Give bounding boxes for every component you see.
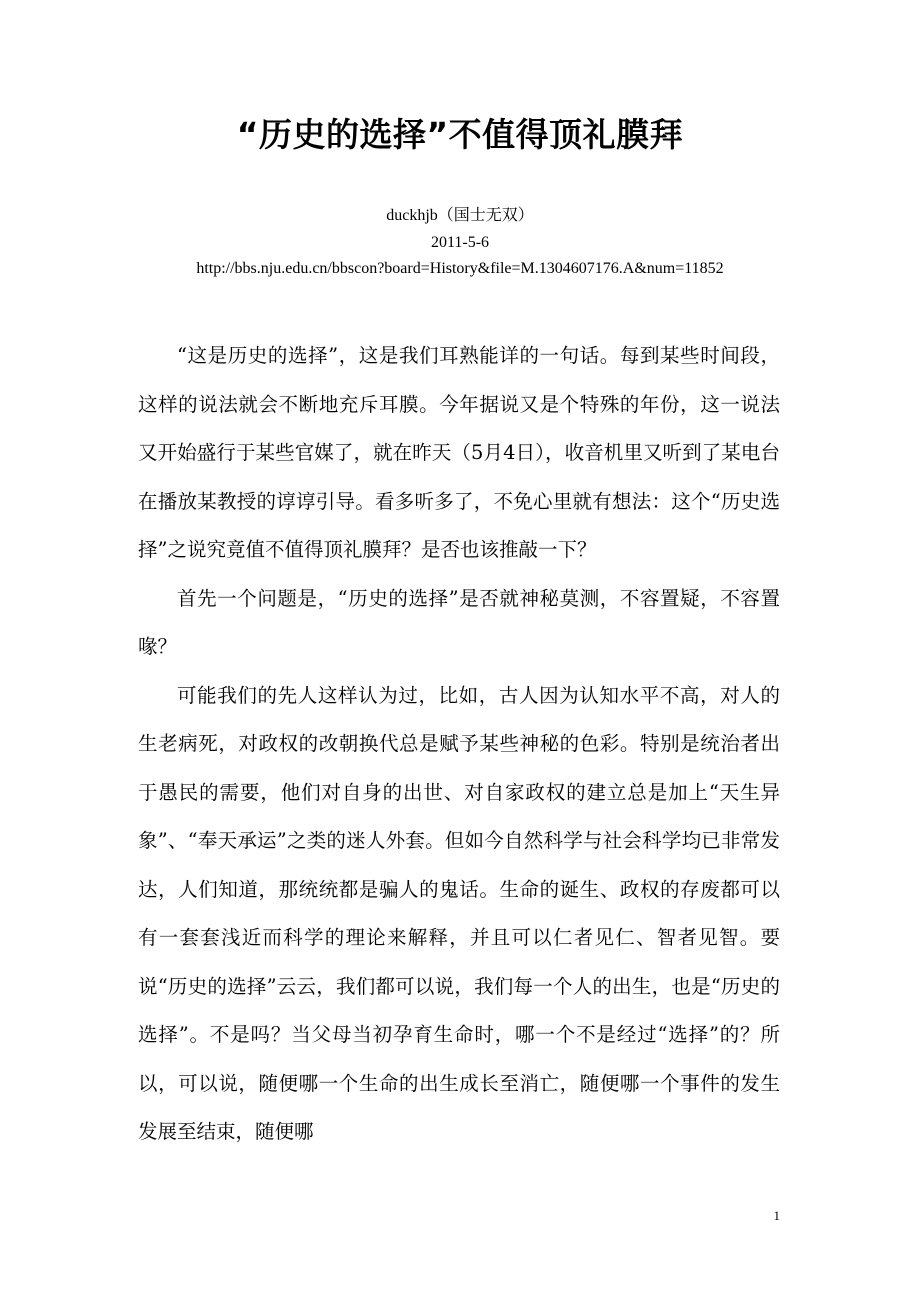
document-title: “历史的选择”不值得顶礼膜拜: [236, 115, 684, 154]
page-number: 1: [773, 1208, 780, 1223]
paragraph: “这是历史的选择”，这是我们耳熟能详的一句话。每到某些时间段，这样的说法就会不断地充斥耳膜。今年据说又是个特殊的年份，这一说法又开始盛行于某些官媒了，就在昨天（5月4日），收音机里又听到了某电台在播放某教授的谆谆引导。看多听多了，不免心里就有想法：这个“历史选择”之说究竟值不值得顶礼膜拜？是否也该推敲一下？: [138, 344, 780, 561]
author-line: duckhjb（国士无双）: [386, 207, 534, 224]
date-line: 2011-5-6: [430, 234, 490, 251]
source-url: http://bbs.nju.edu.cn/bbscon?board=History&file=M.1304607176.A&num=11852: [196, 260, 724, 277]
paragraph: 首先一个问题是，“历史的选择”是否就神秘莫测，不容置疑，不容置喙？: [138, 586, 780, 658]
article-body: [138, 332, 780, 1157]
paragraph: 可能我们的先人这样认为过，比如，古人因为认知水平不高，对人的生老病死，对政权的改朝换代总是赋予某些神秘的色彩。特别是统治者出于愚民的需要，他们对自身的出世、对自家政权的建立总是加上“天生异象”、“奉天承运”之类的迷人外套。但如今自然科学与社会科学均已非常发达，人们知道，那统统都是骗人的鬼话。生命的诞生、政权的存废都可以有一套套浅近而科学的理论来解释，并且可以仁者见仁、智者见智。要说“历史的选择”云云，我们都可以说，我们每一个人的出生，也是“历史的选择”。不是吗？当父母当初孕育生命时，哪一个不是经过“选择”的？所以，可以说，随便哪一个生命的出生成长至消亡，随便哪一个事件的发生发展至结束，随便哪: [138, 683, 780, 1143]
